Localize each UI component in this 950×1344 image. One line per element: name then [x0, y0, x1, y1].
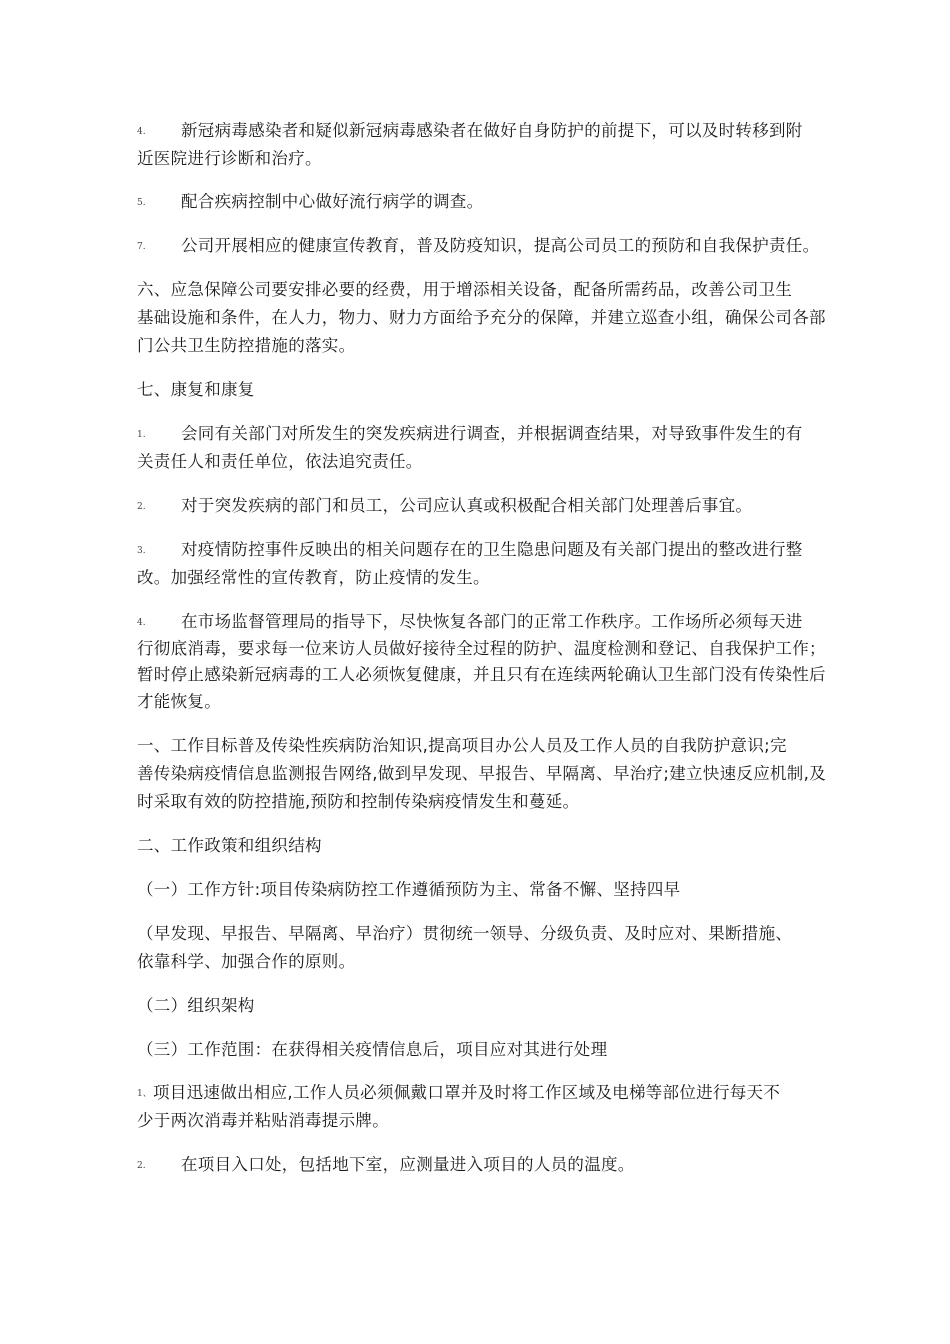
- paragraph-line: 在项目入口处，包括地下室，应测量进入项目的人员的温度。: [181, 1155, 635, 1174]
- paragraph-line: 少于两次消毒并粘贴消毒提示牌。: [137, 1111, 389, 1130]
- section-heading: 七、康复和康复: [137, 380, 255, 399]
- paragraph-line: 时采取有效的防控措施,预防和控制传染病疫情发生和蔓延。: [137, 792, 580, 811]
- paragraph-line: （三）工作范围：在获得相关疫情信息后，项目应对其进行处理: [137, 1040, 608, 1059]
- paragraph-line: 六、应急保障公司要安排必要的经费，用于增添相关设备，配备所需药品，改善公司卫生: [137, 280, 793, 299]
- paragraph-line: 配合疾病控制中心做好流行病学的调查。: [181, 192, 484, 211]
- item-number: 1、: [137, 1089, 152, 1099]
- item-number: 5.: [137, 198, 146, 208]
- paragraph-line: 基础设施和条件，在人力，物力、财力方面给予充分的保障，并建立巡查小组，确保公司各部: [137, 308, 826, 327]
- item-number: 4.: [137, 618, 146, 628]
- item-number: 2.: [137, 1161, 146, 1171]
- paragraph-line: 关责任人和责任单位，依法追究责任。: [137, 452, 423, 471]
- paragraph-line: 门公共卫生防控措施的落实。: [137, 336, 356, 355]
- paragraph-line: 暂时停止感染新冠病毒的工人必须恢复健康，并且只有在连续两轮确认卫生部门没有传染性后: [137, 665, 826, 684]
- paragraph-line: 在市场监督管理局的指导下，尽快恢复各部门的正常工作秩序。工作场所必须每天进: [181, 612, 803, 631]
- paragraph-line: 近医院进行诊断和治疗。: [137, 149, 322, 168]
- item-number: 4.: [137, 127, 146, 137]
- section-heading: 二、工作政策和组织结构: [137, 836, 322, 855]
- paragraph-line: （早发现、早报告、早隔离、早治疗）贯彻统一领导、分级负责、及时应对、果断措施、: [137, 924, 793, 943]
- paragraph-line: 对疫情防控事件反映出的相关问题存在的卫生隐患问题及有关部门提出的整改进行整: [181, 540, 803, 559]
- paragraph-line: 才能恢复。: [137, 692, 221, 711]
- paragraph-line: 对于突发疾病的部门和员工，公司应认真或积极配合相关部门处理善后事宜。: [181, 496, 753, 515]
- paragraph-line: （二）组织架构: [137, 996, 255, 1015]
- paragraph-line: 会同有关部门对所发生的突发疾病进行调查，并根据调查结果，对导致事件发生的有: [181, 424, 803, 443]
- item-number: 3.: [137, 546, 146, 556]
- paragraph-line: 项目迅速做出相应,工作人员必须佩戴口罩并及时将工作区域及电梯等部位进行每天不: [153, 1083, 781, 1102]
- paragraph-line: 依靠科学、加强合作的原则。: [137, 952, 356, 971]
- paragraph-line: 新冠病毒感染者和疑似新冠病毒感染者在做好自身防护的前提下，可以及时转移到附: [181, 121, 803, 140]
- paragraph-line: 行彻底消毒，要求每一位来访人员做好接待全过程的防护、温度检测和登记、自我保护工作；: [137, 639, 826, 658]
- item-number: 7.: [137, 242, 146, 252]
- item-number: 1.: [137, 430, 146, 440]
- paragraph-line: （一）工作方针:项目传染病防控工作遵循预防为主、常备不懈、坚持四早: [137, 880, 681, 899]
- paragraph-line: 改。加强经常性的宣传教育，防止疫情的发生。: [137, 568, 490, 587]
- paragraph-line: 善传染病疫情信息监测报告网络,做到早发现、早报告、早隔离、早治疗;建立快速反应机制,及: [137, 764, 826, 783]
- paragraph-line: 公司开展相应的健康宣传教育，普及防疫知识，提高公司员工的预防和自我保护责任。: [181, 236, 820, 255]
- item-number: 2.: [137, 502, 146, 512]
- paragraph-line: 一、工作目标普及传染性疾病防治知识,提高项目办公人员及工作人员的自我防护意识;完: [137, 736, 787, 755]
